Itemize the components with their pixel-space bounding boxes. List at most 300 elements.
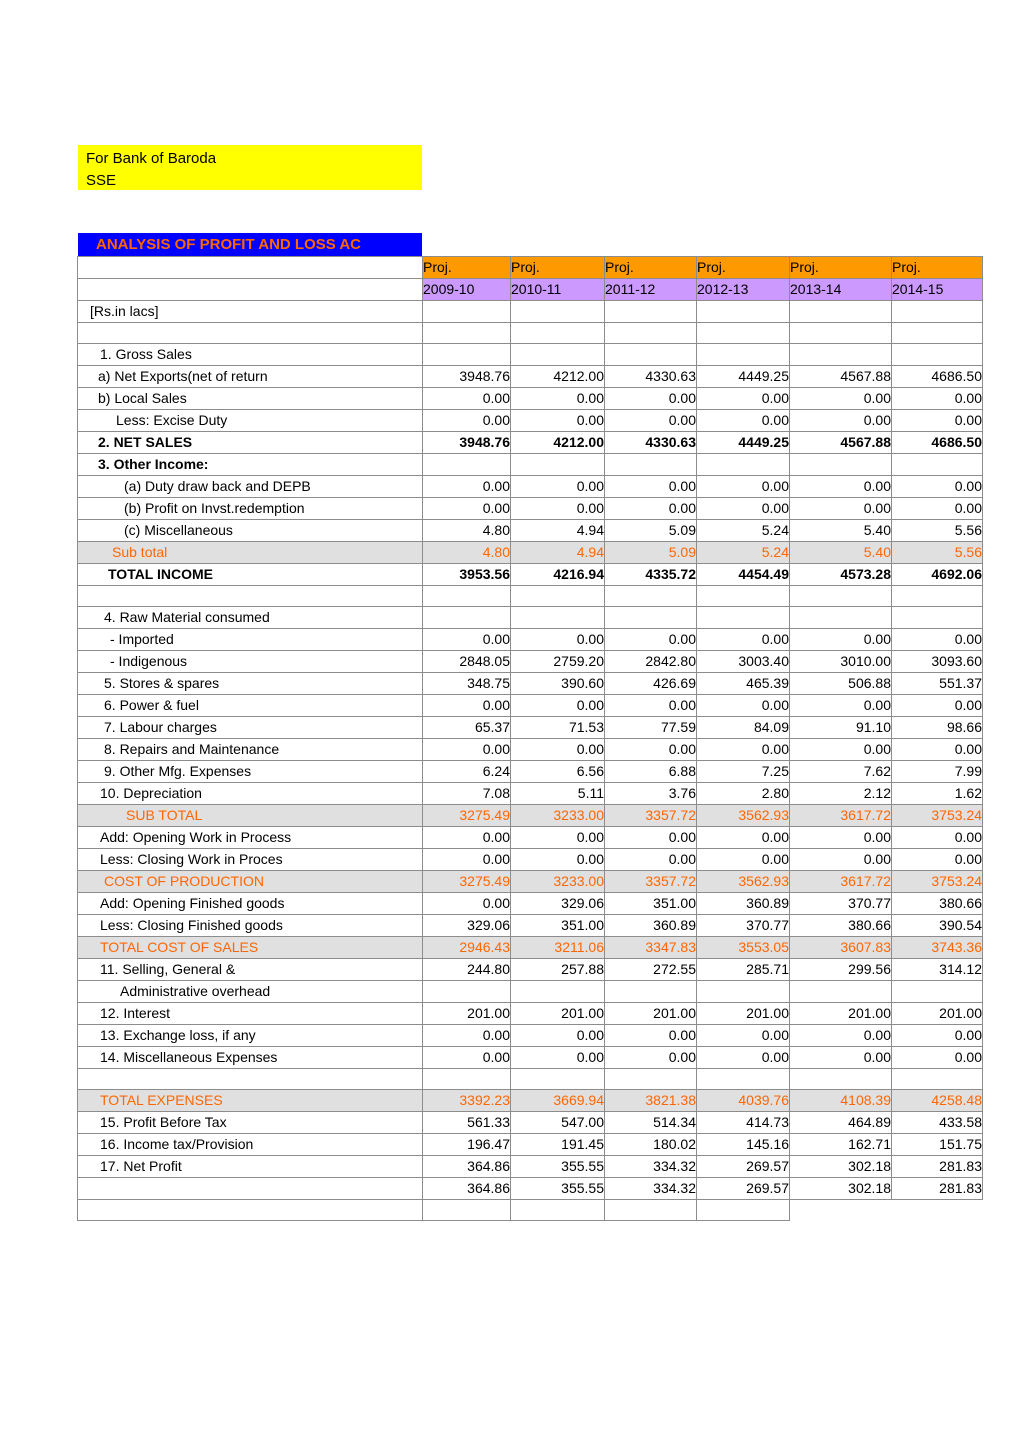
row-value: 3233.00 [511, 871, 605, 893]
row-value: 0.00 [790, 1047, 892, 1069]
row-value: 3617.72 [790, 805, 892, 827]
table-row [78, 432, 983, 454]
row-value: 0.00 [892, 739, 983, 761]
table-row [78, 739, 983, 761]
row-label: 7. Labour charges [78, 717, 423, 739]
row-value: 3275.49 [423, 805, 511, 827]
row-value: 281.83 [892, 1178, 983, 1200]
col-year-label: 2014-15 [892, 279, 983, 301]
row-value: 0.00 [697, 695, 790, 717]
table-row [78, 1069, 983, 1090]
row-value: 0.00 [697, 476, 790, 498]
row-value: 0.00 [697, 629, 790, 651]
row-label: 10. Depreciation [78, 783, 423, 805]
row-value: 370.77 [790, 893, 892, 915]
row-value: 3275.49 [423, 871, 511, 893]
table-row [78, 301, 983, 323]
row-value: 4686.50 [892, 366, 983, 388]
table-row [78, 388, 983, 410]
header-line-2: SSE [86, 172, 117, 189]
row-value: 269.57 [697, 1178, 790, 1200]
row-value: 77.59 [605, 717, 697, 739]
row-label: Less: Excise Duty [78, 410, 423, 432]
row-value: 355.55 [511, 1178, 605, 1200]
table-row [78, 893, 983, 915]
row-value [697, 586, 790, 607]
row-value: 4692.06 [892, 564, 983, 586]
row-value [511, 323, 605, 344]
row-value: 2842.80 [605, 651, 697, 673]
row-value [511, 981, 605, 1003]
row-value: 0.00 [423, 893, 511, 915]
row-label: 4. Raw Material consumed [78, 607, 423, 629]
row-value: 414.73 [697, 1112, 790, 1134]
row-label [78, 1178, 423, 1200]
row-value [605, 607, 697, 629]
row-label: 8. Repairs and Maintenance [78, 739, 423, 761]
row-value: 196.47 [423, 1134, 511, 1156]
header-row-proj [78, 257, 983, 279]
row-label: TOTAL INCOME [78, 564, 423, 586]
row-value [511, 1200, 605, 1221]
row-value: 7.25 [697, 761, 790, 783]
row-value: 551.37 [892, 673, 983, 695]
row-value: 3617.72 [790, 871, 892, 893]
row-value: 4.94 [511, 542, 605, 564]
table-row [78, 586, 983, 607]
row-value: 5.09 [605, 542, 697, 564]
row-value: 3562.93 [697, 871, 790, 893]
row-value: 3357.72 [605, 805, 697, 827]
row-value [511, 301, 605, 323]
table-row [78, 959, 983, 981]
col-proj-label: Proj. [605, 257, 697, 279]
table-row [78, 1090, 983, 1112]
table-row [78, 323, 983, 344]
row-value [790, 586, 892, 607]
row-label: Add: Opening Work in Process [78, 827, 423, 849]
row-value: 3743.36 [892, 937, 983, 959]
table-row [78, 981, 983, 1003]
row-label: 14. Miscellaneous Expenses [78, 1047, 423, 1069]
row-value: 0.00 [511, 1047, 605, 1069]
row-value: 4216.94 [511, 564, 605, 586]
table-row [78, 344, 983, 366]
table-row [78, 366, 983, 388]
row-value: 329.06 [423, 915, 511, 937]
row-value [605, 586, 697, 607]
row-value [892, 1200, 983, 1221]
row-label: Sub total [78, 542, 423, 564]
table-row [78, 937, 983, 959]
row-value [790, 607, 892, 629]
row-label: 6. Power & fuel [78, 695, 423, 717]
row-value: 3392.23 [423, 1090, 511, 1112]
row-value: 3010.00 [790, 651, 892, 673]
row-value: 0.00 [423, 739, 511, 761]
table-row [78, 651, 983, 673]
row-value: 0.00 [790, 739, 892, 761]
table-row [78, 695, 983, 717]
row-value: 4330.63 [605, 432, 697, 454]
col-proj-label: Proj. [697, 257, 790, 279]
row-label: 9. Other Mfg. Expenses [78, 761, 423, 783]
row-value: 4258.48 [892, 1090, 983, 1112]
row-value: 0.00 [790, 476, 892, 498]
row-label: 12. Interest [78, 1003, 423, 1025]
row-label: (c) Miscellaneous [78, 520, 423, 542]
row-value: 2.80 [697, 783, 790, 805]
row-value: 3948.76 [423, 432, 511, 454]
row-value: 0.00 [790, 1025, 892, 1047]
row-value: 0.00 [605, 410, 697, 432]
row-value: 0.00 [892, 629, 983, 651]
row-value: 302.18 [790, 1178, 892, 1200]
row-value [892, 454, 983, 476]
row-value: 0.00 [423, 827, 511, 849]
row-value: 390.54 [892, 915, 983, 937]
row-value: 0.00 [511, 827, 605, 849]
row-label: COST OF PRODUCTION [78, 871, 423, 893]
row-value: 4335.72 [605, 564, 697, 586]
table-row [78, 454, 983, 476]
header-line-1: For Bank of Baroda [86, 150, 217, 167]
row-value: 4449.25 [697, 432, 790, 454]
row-value: 4212.00 [511, 432, 605, 454]
table-row [78, 498, 983, 520]
row-label: 11. Selling, General & [78, 959, 423, 981]
table-row [78, 783, 983, 805]
row-value: 0.00 [892, 1047, 983, 1069]
row-value: 71.53 [511, 717, 605, 739]
table-row [78, 476, 983, 498]
table-row [78, 564, 983, 586]
row-value: 4212.00 [511, 366, 605, 388]
row-value: 269.57 [697, 1156, 790, 1178]
table-row [78, 1156, 983, 1178]
row-value [790, 981, 892, 1003]
row-value: 6.24 [423, 761, 511, 783]
row-value [697, 301, 790, 323]
row-value: 257.88 [511, 959, 605, 981]
row-value: 0.00 [892, 1025, 983, 1047]
row-value: 355.55 [511, 1156, 605, 1178]
row-value: 4108.39 [790, 1090, 892, 1112]
row-value: 348.75 [423, 673, 511, 695]
row-value: 334.32 [605, 1178, 697, 1200]
row-value: 3948.76 [423, 366, 511, 388]
row-value: 2.12 [790, 783, 892, 805]
row-label: 17. Net Profit [78, 1156, 423, 1178]
row-label: - Indigenous [78, 651, 423, 673]
row-value: 4686.50 [892, 432, 983, 454]
row-value [790, 1069, 892, 1090]
row-value: 0.00 [790, 388, 892, 410]
row-value: 0.00 [605, 827, 697, 849]
table-row [78, 849, 983, 871]
row-value: 0.00 [892, 695, 983, 717]
col-year-label: 2010-11 [511, 279, 605, 301]
table-row [78, 629, 983, 651]
row-value: 0.00 [511, 849, 605, 871]
row-value: 7.62 [790, 761, 892, 783]
row-value [605, 1200, 697, 1221]
row-label [78, 1069, 423, 1090]
table-row [78, 1134, 983, 1156]
row-value: 84.09 [697, 717, 790, 739]
row-value: 285.71 [697, 959, 790, 981]
report-title: ANALYSIS OF PROFIT AND LOSS AC [78, 233, 422, 256]
row-value: 5.40 [790, 520, 892, 542]
row-value: 0.00 [892, 498, 983, 520]
row-value: 2946.43 [423, 937, 511, 959]
row-value: 0.00 [892, 476, 983, 498]
col-year-label: 2011-12 [605, 279, 697, 301]
row-value: 0.00 [511, 410, 605, 432]
row-value: 0.00 [605, 1047, 697, 1069]
row-value: 4567.88 [790, 432, 892, 454]
row-value: 3003.40 [697, 651, 790, 673]
row-value [511, 586, 605, 607]
row-value: 3357.72 [605, 871, 697, 893]
row-value [697, 1069, 790, 1090]
row-value: 191.45 [511, 1134, 605, 1156]
table-row [78, 805, 983, 827]
row-value: 0.00 [423, 498, 511, 520]
row-value: 0.00 [423, 629, 511, 651]
row-value: 0.00 [697, 1047, 790, 1069]
row-value: 0.00 [423, 1025, 511, 1047]
row-value [605, 454, 697, 476]
row-value: 91.10 [790, 717, 892, 739]
row-value: 334.32 [605, 1156, 697, 1178]
row-value: 0.00 [605, 739, 697, 761]
row-label: - Imported [78, 629, 423, 651]
row-value: 0.00 [790, 629, 892, 651]
row-value [697, 344, 790, 366]
row-label: TOTAL COST OF SALES [78, 937, 423, 959]
row-value: 561.33 [423, 1112, 511, 1134]
row-value [511, 1069, 605, 1090]
row-value: 4330.63 [605, 366, 697, 388]
row-label: a) Net Exports(net of return [78, 366, 423, 388]
row-value: 3553.05 [697, 937, 790, 959]
row-value: 0.00 [697, 498, 790, 520]
row-value: 0.00 [423, 1047, 511, 1069]
row-value: 360.89 [605, 915, 697, 937]
row-value: 380.66 [790, 915, 892, 937]
row-label: Administrative overhead [78, 981, 423, 1003]
row-label: TOTAL EXPENSES [78, 1090, 423, 1112]
row-value: 364.86 [423, 1156, 511, 1178]
table-row [78, 607, 983, 629]
col-proj-label: Proj. [423, 257, 511, 279]
row-value [697, 323, 790, 344]
row-label: 5. Stores & spares [78, 673, 423, 695]
table-row [78, 1178, 983, 1200]
row-label: 13. Exchange loss, if any [78, 1025, 423, 1047]
row-value: 351.00 [605, 893, 697, 915]
row-value: 426.69 [605, 673, 697, 695]
row-value: 506.88 [790, 673, 892, 695]
row-value [423, 1200, 511, 1221]
row-value: 6.56 [511, 761, 605, 783]
row-value: 364.86 [423, 1178, 511, 1200]
row-value: 0.00 [605, 498, 697, 520]
row-value [790, 1200, 892, 1221]
row-value: 0.00 [790, 695, 892, 717]
row-value: 0.00 [605, 629, 697, 651]
row-value: 0.00 [511, 498, 605, 520]
row-value: 3347.83 [605, 937, 697, 959]
row-value: 0.00 [423, 410, 511, 432]
row-value: 547.00 [511, 1112, 605, 1134]
row-value: 1.62 [892, 783, 983, 805]
row-value: 65.37 [423, 717, 511, 739]
row-value: 201.00 [697, 1003, 790, 1025]
row-value: 7.99 [892, 761, 983, 783]
row-value: 370.77 [697, 915, 790, 937]
col-year-label: 2012-13 [697, 279, 790, 301]
row-value: 514.34 [605, 1112, 697, 1134]
row-value [423, 344, 511, 366]
table-row [78, 717, 983, 739]
table-row [78, 1112, 983, 1134]
col-proj-label: Proj. [790, 257, 892, 279]
row-value: 0.00 [511, 476, 605, 498]
row-label: 3. Other Income: [78, 454, 423, 476]
row-value: 201.00 [790, 1003, 892, 1025]
row-value: 272.55 [605, 959, 697, 981]
row-value: 0.00 [511, 1025, 605, 1047]
row-value: 5.09 [605, 520, 697, 542]
row-value: 360.89 [697, 893, 790, 915]
row-value: 244.80 [423, 959, 511, 981]
row-label: Add: Opening Finished goods [78, 893, 423, 915]
row-value: 329.06 [511, 893, 605, 915]
row-value: 180.02 [605, 1134, 697, 1156]
row-value: 4.94 [511, 520, 605, 542]
row-value: 2848.05 [423, 651, 511, 673]
row-value: 201.00 [605, 1003, 697, 1025]
row-value [423, 323, 511, 344]
table-row [78, 761, 983, 783]
bank-header [78, 145, 422, 190]
row-value: 0.00 [423, 476, 511, 498]
row-value: 3753.24 [892, 871, 983, 893]
row-value: 433.58 [892, 1112, 983, 1134]
row-value: 3233.00 [511, 805, 605, 827]
row-label: SUB TOTAL [78, 805, 423, 827]
row-value [892, 323, 983, 344]
row-value [511, 454, 605, 476]
row-value [892, 344, 983, 366]
header-row-years [78, 279, 983, 301]
row-label: [Rs.in lacs] [78, 301, 423, 323]
row-value: 7.08 [423, 783, 511, 805]
row-value [423, 301, 511, 323]
row-value: 201.00 [892, 1003, 983, 1025]
row-value [423, 586, 511, 607]
row-value [605, 344, 697, 366]
row-value: 0.00 [892, 410, 983, 432]
row-value: 0.00 [423, 849, 511, 871]
row-value [605, 323, 697, 344]
row-value: 302.18 [790, 1156, 892, 1178]
row-value [892, 1069, 983, 1090]
row-value: 380.66 [892, 893, 983, 915]
row-value [892, 586, 983, 607]
row-value: 4449.25 [697, 366, 790, 388]
row-value: 0.00 [605, 849, 697, 871]
col-proj-label: Proj. [892, 257, 983, 279]
row-value: 3821.38 [605, 1090, 697, 1112]
row-label: 16. Income tax/Provision [78, 1134, 423, 1156]
row-value: 299.56 [790, 959, 892, 981]
row-value: 201.00 [423, 1003, 511, 1025]
row-value [790, 344, 892, 366]
row-value: 4.80 [423, 542, 511, 564]
row-value: 0.00 [605, 388, 697, 410]
table-row [78, 1047, 983, 1069]
row-value [423, 981, 511, 1003]
row-value [790, 301, 892, 323]
row-value [790, 454, 892, 476]
row-value: 351.00 [511, 915, 605, 937]
row-value: 0.00 [697, 388, 790, 410]
row-value [605, 1069, 697, 1090]
row-label [78, 586, 423, 607]
row-value: 0.00 [697, 739, 790, 761]
row-value: 0.00 [892, 849, 983, 871]
row-value: 3753.24 [892, 805, 983, 827]
row-value: 145.16 [697, 1134, 790, 1156]
row-value: 3093.60 [892, 651, 983, 673]
row-label: Less: Closing Finished goods [78, 915, 423, 937]
row-value: 0.00 [511, 695, 605, 717]
row-value [892, 301, 983, 323]
col-proj-label: Proj. [511, 257, 605, 279]
profit-loss-table [77, 256, 983, 1221]
row-value: 465.39 [697, 673, 790, 695]
row-value: 6.88 [605, 761, 697, 783]
row-value [697, 1200, 790, 1221]
table-row [78, 520, 983, 542]
row-value [697, 454, 790, 476]
row-value: 0.00 [511, 629, 605, 651]
row-label [78, 1200, 423, 1221]
row-value [697, 607, 790, 629]
row-value: 98.66 [892, 717, 983, 739]
row-value: 314.12 [892, 959, 983, 981]
row-value [605, 301, 697, 323]
row-value [423, 454, 511, 476]
row-value: 0.00 [511, 388, 605, 410]
row-value: 4573.28 [790, 564, 892, 586]
row-value: 0.00 [892, 388, 983, 410]
row-value: 5.11 [511, 783, 605, 805]
row-value: 0.00 [790, 498, 892, 520]
row-label: 15. Profit Before Tax [78, 1112, 423, 1134]
row-value [605, 981, 697, 1003]
row-value: 0.00 [605, 695, 697, 717]
row-value [511, 344, 605, 366]
row-value: 201.00 [511, 1003, 605, 1025]
row-label: 1. Gross Sales [78, 344, 423, 366]
row-value: 281.83 [892, 1156, 983, 1178]
row-value: 3.76 [605, 783, 697, 805]
row-value: 0.00 [423, 695, 511, 717]
